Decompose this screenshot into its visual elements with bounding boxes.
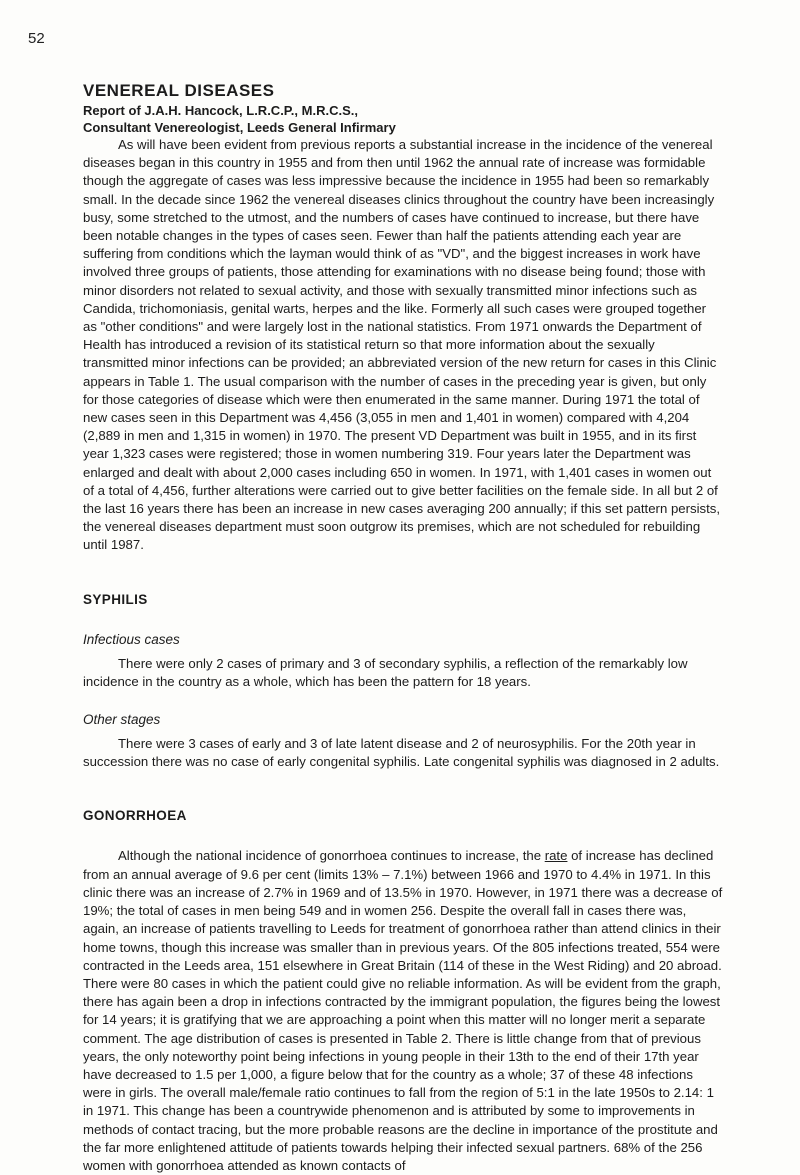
other-stages-paragraph: There were 3 cases of early and 3 of late latent disease and 2 of neurosyphilis. For the 20th year in succession there was no case of early congenital syphilis. Late congenital syphilis was diagnosed in 2 adults.	[83, 736, 720, 770]
gonorrhoea-paragraph	[83, 847, 723, 1175]
gonorrhoea-heading: GONORRHOEA	[83, 808, 187, 824]
syphilis-heading: SYPHILIS	[83, 591, 148, 607]
rate-emphasis: rate	[544, 848, 568, 864]
gonorrhoea-text-start: Although the national incidence of gonorrhoea continues to increase, the	[118, 848, 545, 864]
document-title: VENEREAL DISEASES	[83, 81, 275, 100]
infectious-cases-paragraph: There were only 2 cases of primary and 3 of secondary syphilis, a reflection of the remarkably low incidence in the country as a whole, which has been the pattern for 18 years.	[83, 655, 688, 689]
intro-paragraph: As will have been evident from previous reports a substantial increase in the incidence of the venereal diseases began in this country in 1955 and from then until 1962 the annual rate of increase was formidable though the aggregate of cases was less impressive because the incidence in 1955 had been so remarkably small. In the decade since 1962 the venereal diseases clinics throughout the country have been increasingly busy, some stretched to the utmost, and the numbers of cases have continued to increase, but there have been notable changes in the types of cases seen. Fewer than half the patients attending each year are suffering from conditions which the layman would think of as "VD", and the biggest increases in work have involved three groups of patients, those attending for examinations with no disease being found; those with minor disorders not related to sexual activity, and those with sexually transmitted minor infections such as Candida, trichomoniasis, genital warts, herpes and the like. Formerly all such cases were grouped together as "other conditions" and were largely lost in the national statistics. From 1971 onwards the Department of Health has introduced a revision of its statistical return so that more information about the sexually transmitted minor infections can be provided; an abbreviated version of the new return for cases in this Clinic appears in Table 1. The usual comparison with the number of cases in the preceding year is given, but only for those categories of disease which were then enumerated in the same manner. During 1971 the total of new cases seen in this Department was 4,456 (3,055 in men and 1,401 in women) compared with 4,204 (2,889 in men and 1,315 in women) in 1970. The present VD Department was built in 1955, and in its first year 1,323 cases were registered; those in women numbering 319. Four years later the Department was enlarged and dealt with about 2,000 cases including 650 in women. In 1971, with 1,401 cases in women out of a total of 4,456, further alterations were carried out to give better facilities on the female side. In all but 2 of the last 16 years there has been an increase in new cases averaging 200 annually; if this set pattern persists, the venereal diseases department must soon outgrow its premises, which are not scheduled for rebuilding until 1987.	[83, 137, 721, 553]
document-body	[83, 80, 723, 1175]
report-author: Report of J.A.H. Hancock, L.R.C.P., M.R.C.S.,	[83, 103, 358, 118]
infectious-cases-heading: Infectious cases	[83, 631, 180, 647]
gonorrhoea-text-rest: of increase has declined from an annual average of 9.6 per cent (limits 13% – 7.1%) between 1966 and 1970 to 4.4% in 1971. In this clinic there was an increase of 2.7% in 1969 and of 13.5% in 1970. However, in 1971 there was a decrease of 19%; the total of cases in men being 549 and in women 256. Despite the overall fall in cases there was, again, an increase of patients travelling to Leeds for treatment of gonorrhoea rather than attend clinics in their home towns, though this increase was smaller than in previous years. Of the 805 infections treated, 554 were contracted in the Leeds area, 151 elsewhere in Great Britain (114 of these in the West Riding) and 20 abroad. There were 80 cases in which the patient could give no reliable information. As will be evident from the graph, there has again been a drop in infections contracted by the immigrant population, the figures being the lowest for 14 years; it is gratifying that we are approaching a point when this matter will no longer merit a separate comment. The age distribution of cases is presented in Table 2. There is little change from that of previous years, the only noteworthy point being infections in young people in their 13th to the end of their 17th year have decreased to 1.5 per 1,000, a figure below that for the country as a whole; 37 of these 48 infections were in girls. The overall male/female ratio continues to fall from the region of 5:1 in the late 1950s to 2.14: 1 in 1971. This change has been a countrywide phenomenon and is attributed by some to improvements in methods of contact tracing, but the more probable reasons are the decline in importance of the prostitute and the far more enlightened attitude of patients towards helping their infected sexual partners. 68% of the 256 women with gonorrhoea attended as known contacts of	[83, 848, 723, 1173]
other-stages-heading: Other stages	[83, 712, 161, 728]
author-position: Consultant Venereologist, Leeds General Infirmary	[83, 120, 396, 135]
page-number: 52	[28, 30, 45, 47]
